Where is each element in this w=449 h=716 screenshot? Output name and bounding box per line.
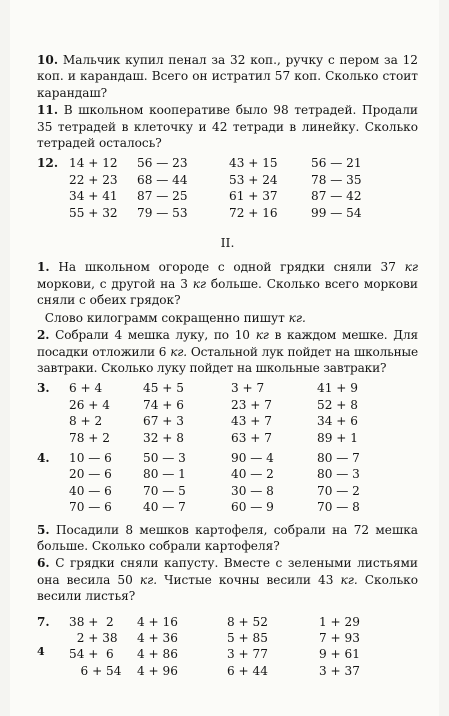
exercise-7 xyxy=(37,614,418,680)
page-right-margin xyxy=(439,0,449,716)
example: 38 + 2 xyxy=(69,614,114,629)
example: 32 + 8 xyxy=(143,430,184,445)
unit-label: кг. xyxy=(340,572,358,587)
example: 74 + 6 xyxy=(143,397,184,412)
example: 80 — 1 xyxy=(143,467,186,482)
example: 4 + 36 xyxy=(137,631,178,645)
example: 4 + 96 xyxy=(137,663,178,678)
page-number: 4 xyxy=(37,645,45,658)
example: 3 + 7 xyxy=(231,381,265,396)
example: 50 — 3 xyxy=(143,450,186,465)
example: 87 — 42 xyxy=(311,189,362,204)
example: 4 + 16 xyxy=(137,614,178,629)
example: 78 — 35 xyxy=(311,172,362,187)
example: 34 + 41 xyxy=(69,189,118,204)
example: 10 — 6 xyxy=(69,450,112,465)
section-heading: II. xyxy=(220,235,235,251)
example: 43 + 7 xyxy=(231,414,272,429)
problem-text: Остальной лук пойдет на школьные завтраки. Сколько луку пойдет на школьные завтраки? xyxy=(37,344,419,375)
example: 43 + 15 xyxy=(229,156,278,171)
example: 90 — 4 xyxy=(231,450,274,465)
problem-text: С грядки сняли капусту. Вместе с зелеными листьями она весила 50 xyxy=(37,556,418,587)
problem-number: 2. xyxy=(37,328,50,343)
example: 6 + 44 xyxy=(227,663,268,678)
exercise-number: 3. xyxy=(37,381,50,396)
example: 52 + 8 xyxy=(317,397,358,412)
example: 7 + 93 xyxy=(319,631,360,645)
example: 6 + 4 xyxy=(69,381,103,396)
example: 63 + 7 xyxy=(231,430,272,445)
example: 6 + 54 xyxy=(69,663,122,678)
problem-6 xyxy=(37,555,418,604)
example: 45 + 5 xyxy=(143,381,184,396)
exercise-number: 12. xyxy=(37,156,59,171)
problem-text: больше. Сколько всего моркови сняли с обеих грядок? xyxy=(37,276,418,308)
example: 3 + 77 xyxy=(227,647,268,662)
example: 30 — 8 xyxy=(231,483,274,498)
problem-text: На школьном огороде с одной грядки сняли 37 xyxy=(58,260,405,275)
example: 60 — 9 xyxy=(231,500,274,515)
problem-text: в каждом мешке. Для посадки отложили 6 xyxy=(37,328,418,359)
example: 40 — 7 xyxy=(143,500,186,515)
note-kilogram xyxy=(37,310,418,326)
example: 72 + 16 xyxy=(229,205,278,220)
example: 9 + 61 xyxy=(319,647,360,662)
example: 8 + 52 xyxy=(227,614,268,629)
page-left-margin xyxy=(0,0,10,716)
exercise-number: 4. xyxy=(37,450,50,465)
unit-label: кг xyxy=(192,276,207,291)
exercise-12 xyxy=(37,155,418,221)
example: 40 — 2 xyxy=(231,467,274,482)
problem-text: В школьном кооперативе было 98 тетрадей. Продали 35 тетрадей в клеточку и 42 тетради в линейку. Сколько тетрадей осталось? xyxy=(37,103,418,151)
note-text: Слово килограмм сокращенно пишут xyxy=(44,310,289,325)
example: 80 — 3 xyxy=(317,467,360,482)
example: 5 + 85 xyxy=(227,631,268,645)
example: 53 + 24 xyxy=(229,172,278,187)
example: 3 + 37 xyxy=(319,663,360,678)
problem-text: Сколько весили листья? xyxy=(37,572,418,604)
example: 80 — 7 xyxy=(317,450,360,465)
example: 55 + 32 xyxy=(69,205,118,220)
example: 70 — 8 xyxy=(317,500,360,515)
example: 8 + 2 xyxy=(69,414,103,429)
problem-text: Мальчик купил пенал за 32 коп., ручку с пером за 12 коп. и карандаш. Всего он истратил 57 коп. Сколько стоит карандаш? xyxy=(37,53,418,100)
example: 4 + 86 xyxy=(137,647,178,662)
exercise-4 xyxy=(37,450,418,516)
problem-number: 5. xyxy=(37,522,50,537)
example: 67 + 3 xyxy=(143,414,184,429)
page-content xyxy=(37,52,418,681)
exercise-number: 7. xyxy=(37,614,50,629)
example: 22 + 23 xyxy=(69,172,118,187)
problem-5 xyxy=(37,522,418,555)
unit-label: кг. xyxy=(170,344,187,359)
example: 70 — 5 xyxy=(143,483,186,498)
example: 23 + 7 xyxy=(231,397,272,412)
example: 56 — 23 xyxy=(137,156,188,171)
unit-label: кг xyxy=(404,260,418,275)
problem-number: 1. xyxy=(37,260,50,275)
problem-text: моркови, с другой на 3 xyxy=(37,276,193,291)
example: 54 + 6 xyxy=(69,647,114,662)
example: 1 + 29 xyxy=(319,614,360,629)
problem-text: Посадили 8 мешков картофеля, собрали на 72 мешка больше. Сколько собрали картофеля? xyxy=(37,522,418,553)
problem-text: Собрали 4 мешка луку, по 10 xyxy=(55,328,256,343)
example: 40 — 6 xyxy=(69,483,112,498)
example: 14 + 12 xyxy=(69,156,118,171)
example: 26 + 4 xyxy=(69,397,110,412)
problem-text: Чистые кочны весили 43 xyxy=(157,572,341,587)
problem-number: 10. xyxy=(37,53,59,67)
example: 20 — 6 xyxy=(69,467,112,482)
example: 41 + 9 xyxy=(317,381,358,396)
example: 70 — 6 xyxy=(69,500,112,515)
problem-10 xyxy=(37,52,418,101)
example: 56 — 21 xyxy=(311,156,362,171)
example: 87 — 25 xyxy=(137,189,188,204)
unit-label: кг. xyxy=(288,310,306,325)
problem-2 xyxy=(37,327,418,376)
example: 79 — 53 xyxy=(137,205,188,220)
problem-11 xyxy=(37,102,418,151)
exercise-3 xyxy=(37,380,418,446)
problem-1 xyxy=(37,259,418,308)
example: 61 + 37 xyxy=(229,189,278,204)
example: 78 + 2 xyxy=(69,430,110,445)
example: 34 + 6 xyxy=(317,414,358,429)
problem-number: 6. xyxy=(37,556,50,571)
example: 89 + 1 xyxy=(317,430,358,445)
problem-number: 11. xyxy=(37,103,59,118)
example: 70 — 2 xyxy=(317,483,360,498)
example: 2 + 38 xyxy=(69,631,118,645)
unit-label: кг xyxy=(255,328,269,343)
example: 99 — 54 xyxy=(311,205,362,220)
unit-label: кг. xyxy=(139,572,158,587)
example: 68 — 44 xyxy=(137,172,188,187)
